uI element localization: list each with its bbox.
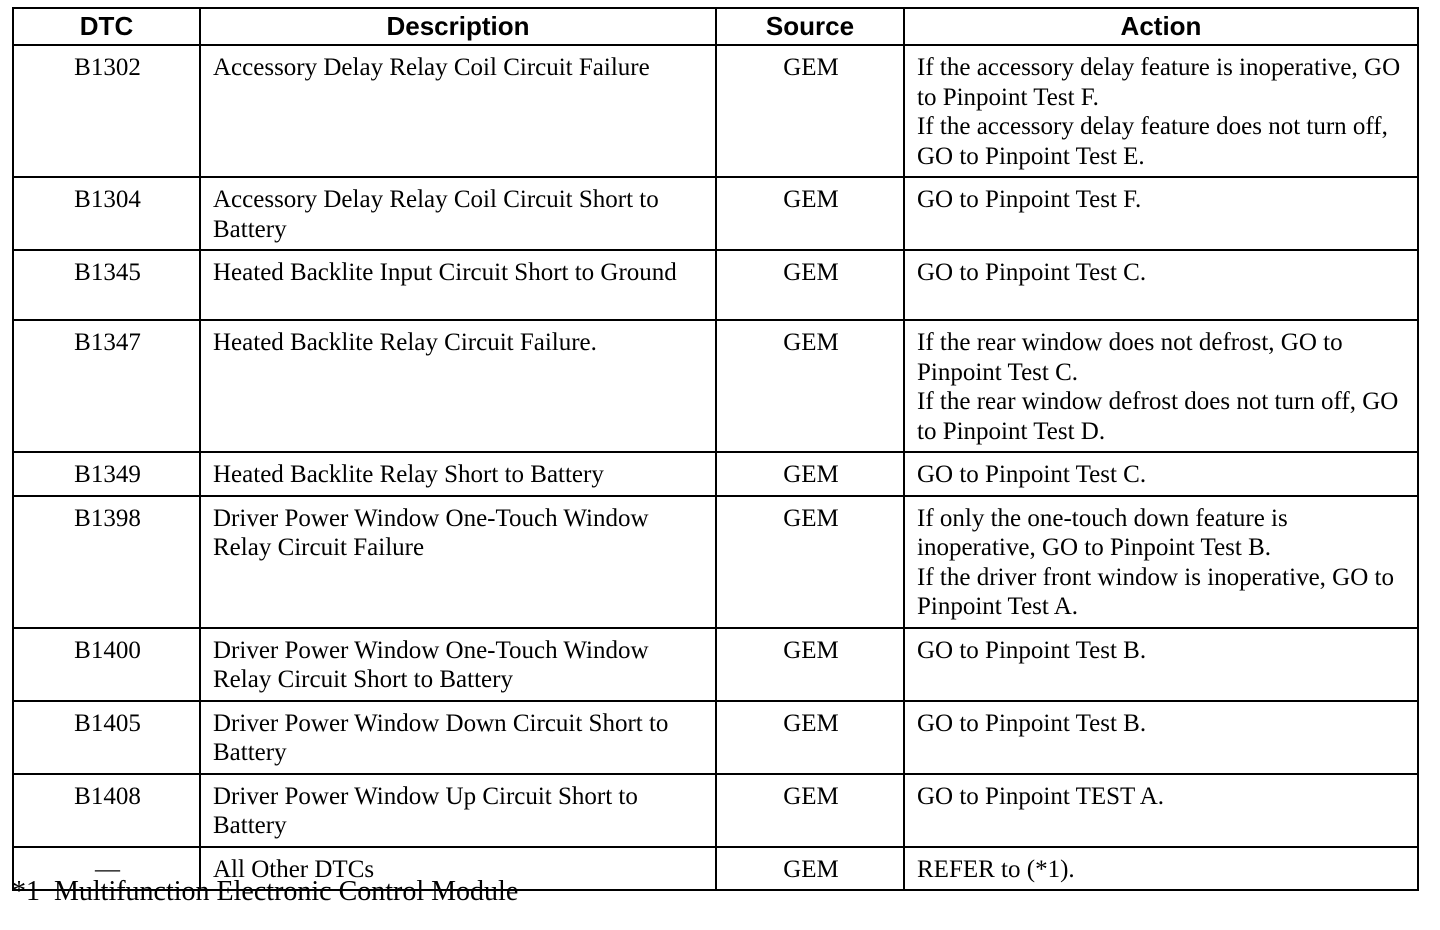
cell-description: Heated Backlite Relay Circuit Failure. <box>200 320 716 452</box>
header-action: Action <box>904 8 1418 45</box>
cell-description: Driver Power Window Down Circuit Short to Battery <box>200 701 716 774</box>
table-row <box>13 774 1418 847</box>
cell-description: Driver Power Window Up Circuit Short to Battery <box>200 774 716 847</box>
cell-dtc: B1400 <box>13 628 200 701</box>
action-line: If the driver front window is inoperative, GO to Pinpoint Test A. <box>917 563 1394 620</box>
cell-description: Heated Backlite Input Circuit Short to Ground <box>200 250 716 320</box>
table-row <box>13 628 1418 701</box>
cell-action <box>904 177 1418 250</box>
action-line: REFER to (*1). <box>917 855 1075 883</box>
table-row <box>13 496 1418 628</box>
cell-source: GEM <box>716 45 904 177</box>
cell-dtc: B1304 <box>13 177 200 250</box>
cell-action <box>904 847 1418 891</box>
cell-dtc: B1347 <box>13 320 200 452</box>
cell-dtc: B1349 <box>13 452 200 496</box>
cell-action <box>904 452 1418 496</box>
cell-dtc: B1398 <box>13 496 200 628</box>
cell-action <box>904 320 1418 452</box>
table-row <box>13 452 1418 496</box>
header-source: Source <box>716 8 904 45</box>
footnote-text: Multifunction Electronic Control Module <box>54 876 519 907</box>
cell-dtc: B1345 <box>13 250 200 320</box>
cell-source: GEM <box>716 628 904 701</box>
footnote-marker: *1 <box>12 876 40 907</box>
table-header-row <box>13 8 1418 45</box>
action-line: GO to Pinpoint Test B. <box>917 709 1147 737</box>
header-dtc: DTC <box>13 8 200 45</box>
cell-description: Accessory Delay Relay Coil Circuit Failure <box>200 45 716 177</box>
action-line: If the rear window does not defrost, GO to Pinpoint Test C. <box>917 329 1343 386</box>
cell-action <box>904 774 1418 847</box>
cell-description: Driver Power Window One-Touch Window Relay Circuit Short to Battery <box>200 628 716 701</box>
cell-description: Driver Power Window One-Touch Window Relay Circuit Failure <box>200 496 716 628</box>
cell-source: GEM <box>716 320 904 452</box>
table-row <box>13 320 1418 452</box>
cell-source: GEM <box>716 452 904 496</box>
cell-action <box>904 45 1418 177</box>
header-description: Description <box>200 8 716 45</box>
cell-source: GEM <box>716 774 904 847</box>
action-line: GO to Pinpoint Test B. <box>917 636 1147 664</box>
cell-dtc: B1302 <box>13 45 200 177</box>
cell-source: GEM <box>716 701 904 774</box>
cell-action <box>904 250 1418 320</box>
action-line: GO to Pinpoint TEST A. <box>917 782 1165 810</box>
cell-description: All Other DTCs <box>200 847 716 891</box>
dtc-table <box>12 7 1419 891</box>
cell-description: Heated Backlite Relay Short to Battery <box>200 452 716 496</box>
table-row <box>13 250 1418 320</box>
action-line: If the accessory delay feature does not turn off, GO to Pinpoint Test E. <box>917 113 1388 170</box>
cell-action <box>904 701 1418 774</box>
action-line: GO to Pinpoint Test F. <box>917 186 1142 213</box>
cell-action <box>904 496 1418 628</box>
cell-dtc: B1408 <box>13 774 200 847</box>
action-line: GO to Pinpoint Test C. <box>917 259 1147 286</box>
cell-source: GEM <box>716 250 904 320</box>
cell-source: GEM <box>716 496 904 628</box>
action-line: If the accessory delay feature is inoperative, GO to Pinpoint Test F. <box>917 54 1401 111</box>
cell-dtc: B1405 <box>13 701 200 774</box>
cell-dtc: — <box>13 847 200 891</box>
cell-description: Accessory Delay Relay Coil Circuit Short to Battery <box>200 177 716 250</box>
action-line: If only the one-touch down feature is inoperative, GO to Pinpoint Test B. <box>917 504 1288 561</box>
table-row <box>13 177 1418 250</box>
table-row <box>13 45 1418 177</box>
cell-action <box>904 628 1418 701</box>
cell-source: GEM <box>716 177 904 250</box>
action-line: If the rear window defrost does not turn off, GO to Pinpoint Test D. <box>917 388 1399 445</box>
action-line: GO to Pinpoint Test C. <box>917 461 1147 488</box>
cell-source: GEM <box>716 847 904 891</box>
footnote <box>12 876 518 908</box>
table-row <box>13 701 1418 774</box>
